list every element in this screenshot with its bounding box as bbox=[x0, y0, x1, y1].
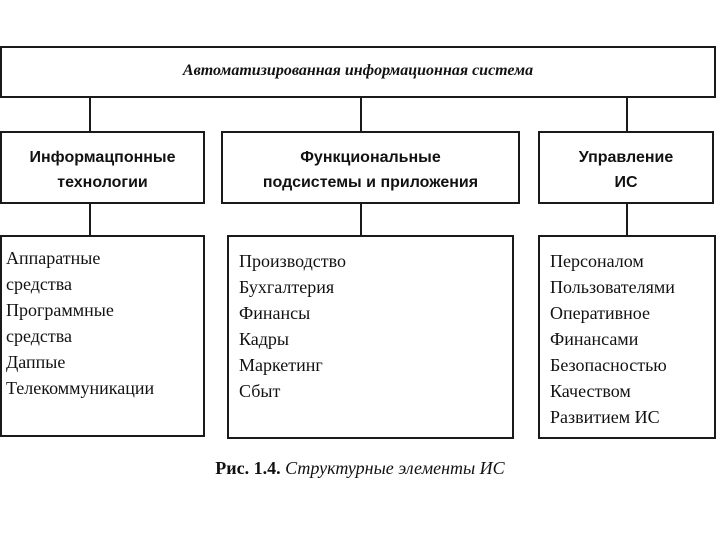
list-item: Программные bbox=[6, 300, 114, 320]
header-box-info-tech bbox=[0, 131, 205, 204]
list-item: Сбыт bbox=[239, 381, 281, 401]
header-info-tech-line-2: технологии bbox=[57, 174, 148, 191]
top-system-box bbox=[0, 46, 716, 98]
header-management bbox=[540, 145, 712, 195]
figure-title: Структурные элементы ИС bbox=[285, 458, 505, 478]
list-item: Кадры bbox=[239, 329, 290, 349]
connector-top-to-col-3 bbox=[626, 98, 628, 132]
list-item: Безопасностью bbox=[550, 355, 667, 375]
list-item: Качеством bbox=[550, 381, 631, 401]
list-item: Развитием ИС bbox=[550, 407, 660, 427]
header-functional-line-2: подсистемы и приложения bbox=[262, 174, 479, 191]
header-info-tech-line-1: Информацпонные bbox=[29, 149, 176, 166]
connector-col-2-to-items bbox=[360, 204, 362, 236]
items-box-functional bbox=[227, 235, 514, 439]
list-item: Финансами bbox=[550, 329, 639, 349]
items-list-info-tech bbox=[6, 245, 154, 401]
items-list-functional bbox=[239, 248, 346, 404]
list-item: Финансы bbox=[239, 303, 311, 323]
list-item: Бухгалтерия bbox=[239, 277, 335, 297]
list-item: Производство bbox=[239, 251, 346, 271]
list-item: Даппые bbox=[6, 352, 66, 372]
header-functional bbox=[223, 145, 518, 195]
items-box-info-tech bbox=[0, 235, 205, 437]
list-item: Аппаратные bbox=[6, 248, 101, 268]
system-title: Автоматизированная информационная система bbox=[182, 62, 534, 79]
connector-top-to-col-2 bbox=[360, 98, 362, 132]
header-box-functional bbox=[221, 131, 520, 204]
connector-top-to-col-1 bbox=[89, 98, 91, 132]
header-box-management bbox=[538, 131, 714, 204]
list-item: средства bbox=[6, 274, 73, 294]
connector-col-3-to-items bbox=[626, 204, 628, 236]
connector-col-1-to-items bbox=[89, 204, 91, 236]
figure-number: Рис. 1.4. bbox=[215, 458, 281, 478]
list-item: Телекоммуникации bbox=[6, 378, 155, 398]
header-management-line-2: ИС bbox=[614, 174, 638, 191]
list-item: Пользователями bbox=[550, 277, 675, 297]
header-management-line-1: Управление bbox=[578, 149, 674, 166]
figure-caption bbox=[0, 458, 720, 479]
list-item: средства bbox=[6, 326, 73, 346]
list-item: Персоналом bbox=[550, 251, 644, 271]
header-functional-line-1: Функциональные bbox=[300, 149, 441, 166]
header-info-tech bbox=[2, 145, 203, 195]
list-item: Оперативное bbox=[550, 303, 650, 323]
items-list-management bbox=[550, 248, 675, 430]
items-box-management bbox=[538, 235, 716, 439]
list-item: Маркетинг bbox=[239, 355, 323, 375]
